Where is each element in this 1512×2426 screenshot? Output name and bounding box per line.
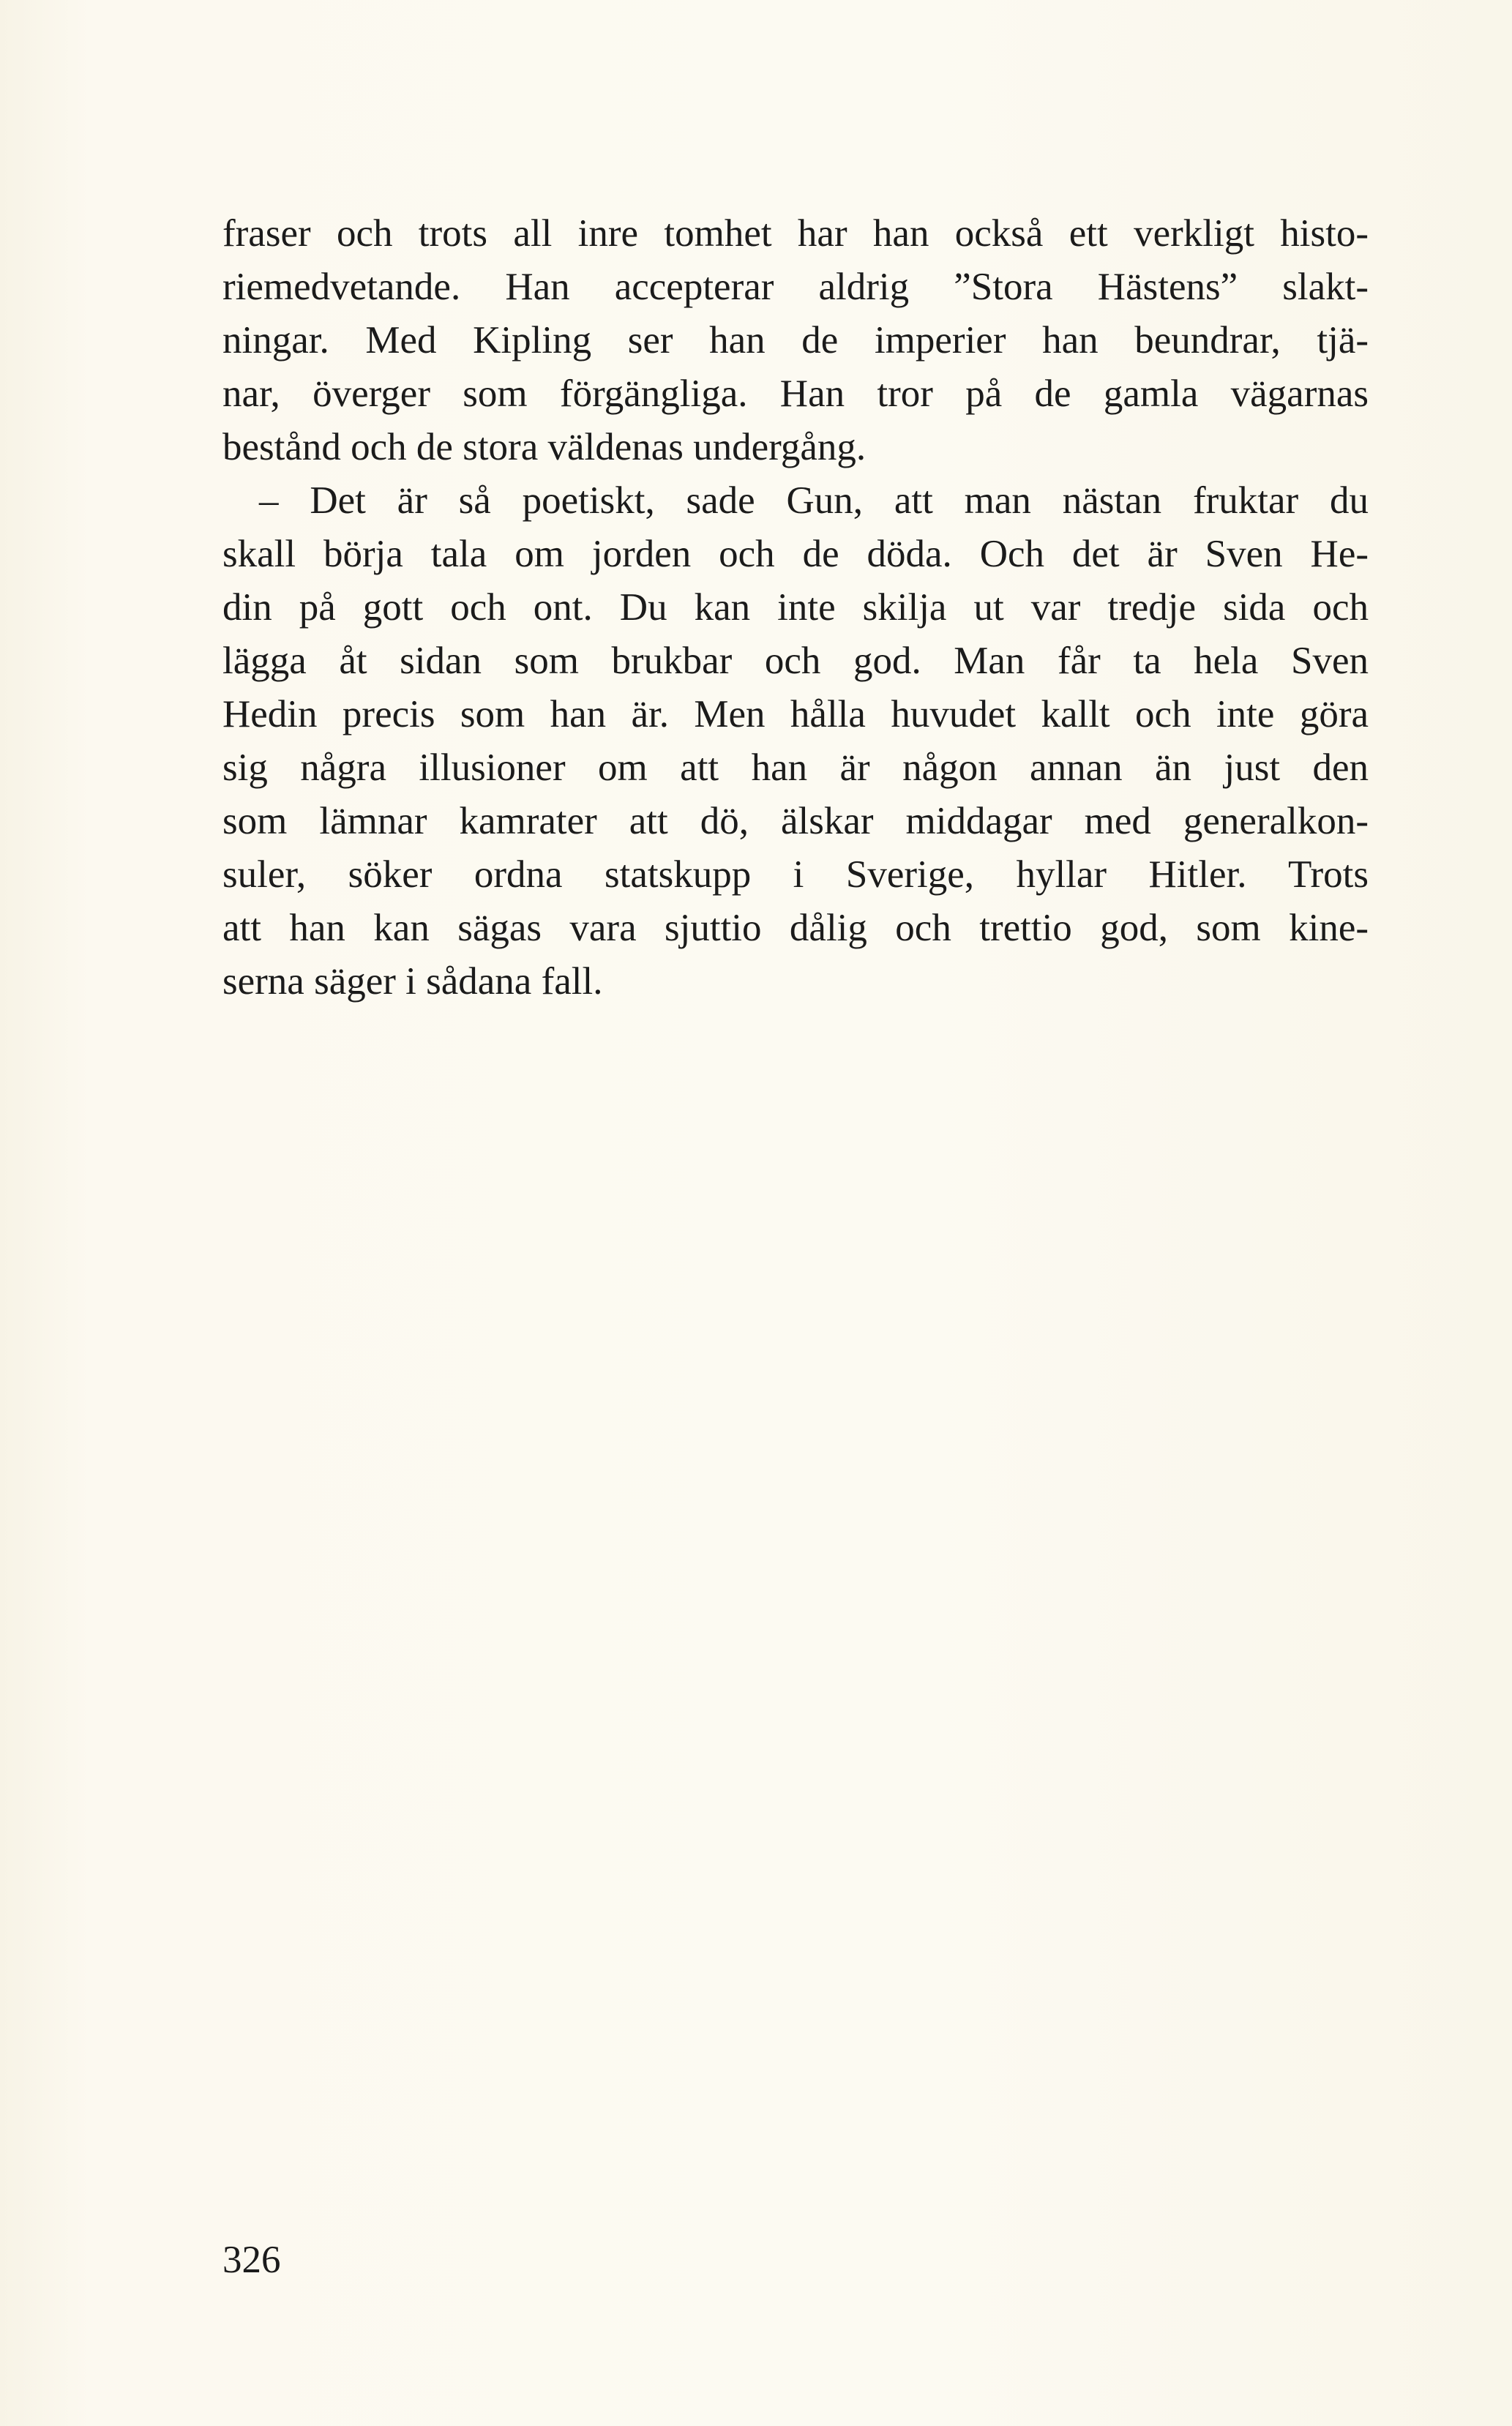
text-line: som lämnar kamrater att dö, älskar middagar med generalkon-	[222, 800, 1369, 842]
text-line: att han kan sägas vara sjuttio dålig och trettio god, som kine-	[222, 907, 1369, 949]
text-line: suler, söker ordna statskupp i Sverige, hyllar Hitler. Trots	[222, 853, 1369, 896]
text-line: skall börja tala om jorden och de döda. Och det är Sven He-	[222, 533, 1369, 575]
page-number: 326	[222, 2239, 281, 2281]
body-text	[222, 207, 1369, 1008]
text-line: din på gott och ont. Du kan inte skilja ut var tredje sida och	[222, 586, 1369, 629]
text-line: bestånd och de stora väldenas undergång.	[222, 426, 867, 468]
paragraph-2	[222, 474, 1369, 1008]
text-line: lägga åt sidan som brukbar och god. Man får ta hela Sven	[222, 640, 1369, 682]
text-line: fraser och trots all inre tomhet har han också ett verkligt histo-	[222, 212, 1369, 255]
text-line: serna säger i sådana fall.	[222, 960, 603, 1003]
text-line: Hedin precis som han är. Men hålla huvudet kallt och inte göra	[222, 693, 1369, 735]
paragraph-1	[222, 207, 1369, 474]
text-line: – Det är så poetiskt, sade Gun, att man nästan fruktar du	[259, 479, 1369, 522]
text-line: nar, överger som förgängliga. Han tror på de gamla vägarnas	[222, 372, 1369, 415]
text-line: riemedvetande. Han accepterar aldrig ”Stora Hästens” slakt-	[222, 266, 1369, 308]
text-line: sig några illusioner om att han är någon annan än just den	[222, 746, 1369, 789]
text-line: ningar. Med Kipling ser han de imperier han beundrar, tjä-	[222, 319, 1369, 362]
